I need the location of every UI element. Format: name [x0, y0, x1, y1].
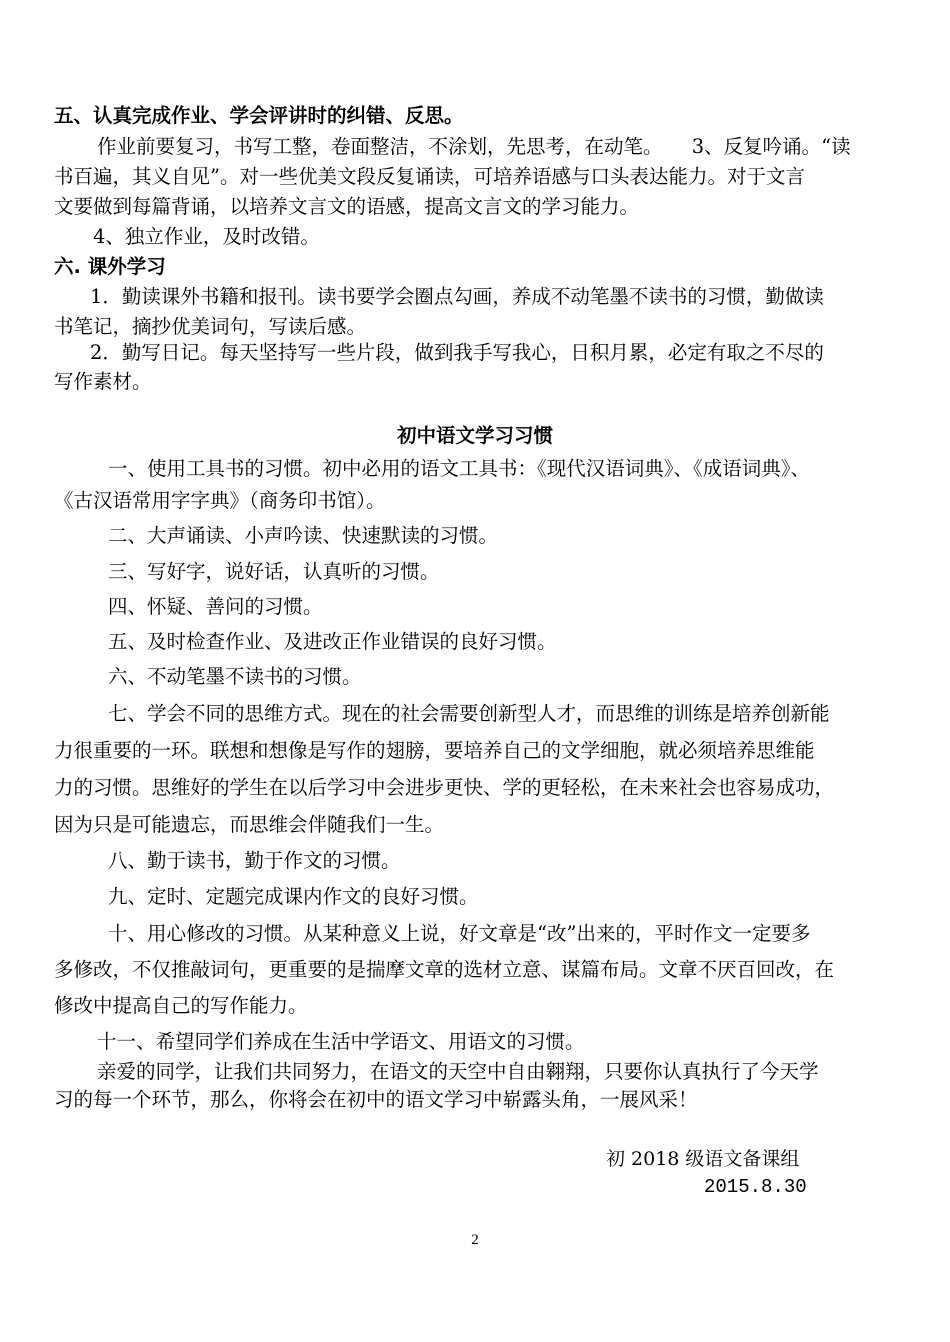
list-item: 七、学会不同的思维方式。现在的社会需要创新型人才，而思维的训练是培养创新能 — [108, 702, 830, 725]
paragraph-line: 作业前要复习，书写工整，卷面整洁，不涂划，先思考，在动笔。 3、反复吟诵。“读 — [97, 135, 851, 158]
list-item: 二、大声诵读、小声吟读、快速默读的习惯。 — [108, 524, 499, 547]
list-item: 五、及时检查作业、及进改正作业错误的良好习惯。 — [108, 630, 557, 653]
closing-line: 亲爱的同学，让我们共同努力，在语文的天空中自由翱翔，只要你认真执行了今天学 — [97, 1060, 819, 1083]
list-item: 八、勤于读书，勤于作文的习惯。 — [108, 849, 401, 872]
paragraph-line: 因为只是可能遗忘，而思维会伴随我们一生。 — [54, 813, 445, 836]
list-item: 十、用心修改的习惯。从某种意义上说，好文章是“改”出来的，平时作文一定要多 — [108, 922, 811, 945]
section-heading-6: 六. 课外学习 — [54, 255, 166, 278]
paragraph-line: 修改中提高自己的写作能力。 — [54, 994, 308, 1017]
list-item: 九、定时、定题完成课内作文的良好习惯。 — [108, 885, 479, 908]
section-heading-5: 五、认真完成作业、学会评讲时的纠错、反思。 — [54, 104, 464, 127]
list-item: 六、不动笔墨不读书的习惯。 — [108, 665, 362, 688]
list-item: 一、使用工具书的习惯。初中必用的语文工具书：《现代汉语词典》、《成语词典》、 — [108, 457, 811, 480]
closing-line: 习的每一个环节，那么，你将会在初中的语文学习中崭露头角，一展风采！ — [54, 1088, 698, 1111]
paragraph-line: 文要做到每篇背诵，以培养文言文的语感，提高文言文的学习能力。 — [54, 195, 640, 218]
paragraph-line: 《古汉语常用字字典》（商务印书馆）。 — [54, 489, 386, 512]
list-item: 2．勤写日记。每天坚持写一些片段，做到我手写我心，日积月累，必定有取之不尽的 — [90, 341, 824, 364]
list-item: 4、独立作业，及时改错。 — [93, 225, 320, 248]
page-number: 2 — [471, 1232, 479, 1248]
paragraph-line: 多修改，不仅推敲词句，更重要的是揣摩文章的选材立意、谋篇布局。文章不厌百回改，在 — [54, 958, 835, 981]
list-item: 十一、希望同学们养成在生活中学语文、用语文的习惯。 — [97, 1030, 585, 1053]
paragraph-line: 书百遍，其义自见”。对一些优美文段反复诵读，可培养语感与口头表达能力。对于文言 — [54, 165, 805, 188]
paragraph-line: 力的习惯。思维好的学生在以后学习中会进步更快、学的更轻松，在未来社会也容易成功， — [54, 776, 835, 799]
signature-date: 2015.8.30 — [704, 1176, 807, 1198]
list-item: 四、怀疑、善问的习惯。 — [108, 595, 323, 618]
list-item: 三、写好字，说好话，认真听的习惯。 — [108, 560, 440, 583]
paragraph-line: 写作素材。 — [54, 370, 152, 393]
paragraph-line: 书笔记，摘抄优美词句，写读后感。 — [54, 315, 367, 338]
list-item: 1．勤读课外书籍和报刊。读书要学会圈点勾画，养成不动笔墨不读书的习惯，勤做读 — [90, 285, 824, 308]
signature-group: 初 2018 级语文备课组 — [606, 1148, 800, 1170]
paragraph-line: 力很重要的一环。联想和想像是写作的翅膀，要培养自己的文学细胞，就必须培养思维能 — [54, 739, 815, 762]
page-title: 初中语文学习习惯 — [396, 424, 553, 447]
